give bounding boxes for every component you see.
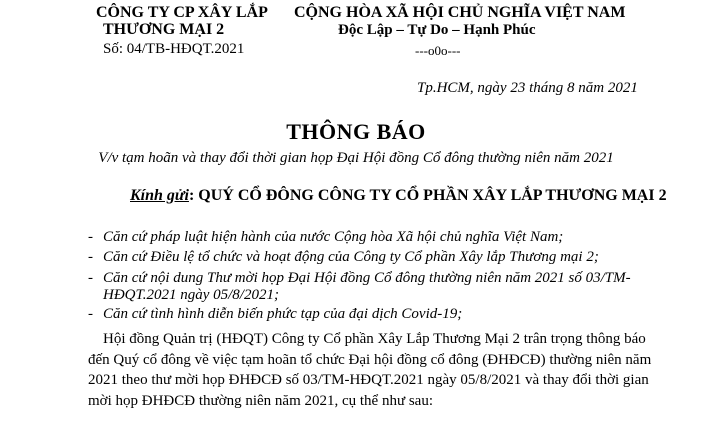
bullet-item: Căn cứ nội dung Thư mời họp Đại Hội đồng Cổ đông thường niên năm 2021 số 03/TM-: [103, 270, 631, 286]
document-subject: V/v tạm hoãn và thay đổi thời gian họp Đại Hội đồng Cổ đông thường niên năm 2021: [98, 150, 614, 166]
paragraph-line: 2021 theo thư mời họp ĐHĐCĐ số 03/TM-HĐQT.2021 ngày 05/8/2021 và thay đổi thời gian: [88, 372, 649, 388]
bullet-item: Căn cứ pháp luật hiện hành của nước Cộng hòa Xã hội chủ nghĩa Việt Nam;: [103, 229, 564, 245]
paragraph-line: đến Quý cổ đông về việc tạm hoãn tổ chức Đại hội đồng cổ đông (ĐHĐCĐ) thường niên năm: [88, 352, 652, 368]
date-line: Tp.HCM, ngày 23 tháng 8 năm 2021: [417, 80, 638, 96]
recipient-lead: Kính gửi: [130, 187, 189, 204]
document-title: THÔNG BÁO: [286, 119, 426, 144]
bullet-marker: -: [88, 306, 93, 322]
national-motto: Độc Lập – Tự Do – Hạnh Phúc: [338, 22, 536, 38]
nation-heading: CỘNG HÒA XÃ HỘI CHỦ NGHĨA VIỆT NAM: [294, 4, 626, 21]
paragraph-line: Hội đồng Quản trị (HĐQT) Công ty Cổ phần Xây Lắp Thương Mại 2 trân trọng thông báo: [103, 331, 646, 347]
paragraph-line: mời họp ĐHĐCĐ thường niên năm 2021, cụ thể như sau:: [88, 393, 434, 409]
recipient-line: [130, 187, 667, 205]
document-number: Số: 04/TB-HĐQT.2021: [103, 41, 245, 57]
bullet-marker: -: [88, 270, 93, 286]
company-name-line1: CÔNG TY CP XÂY LẮP: [96, 4, 268, 21]
bullet-item: Căn cứ Điều lệ tổ chức và hoạt động của Công ty Cổ phần Xây lắp Thương mại 2;: [103, 249, 599, 265]
recipient-colon: :: [188, 187, 195, 204]
recipient-text: QUÝ CỔ ĐÔNG CÔNG TY CỔ PHẦN XÂY LẮP THƯƠNG MẠI 2: [194, 187, 667, 204]
bullet-item-continuation: HĐQT.2021 ngày 05/8/2021;: [103, 287, 279, 303]
bullet-marker: -: [88, 249, 93, 265]
header-separator: ---o0o---: [415, 43, 461, 58]
company-name-line2: THƯƠNG MẠI 2: [103, 21, 225, 38]
bullet-marker: -: [88, 229, 93, 245]
bullet-item: Căn cứ tình hình diễn biến phức tạp của đại dịch Covid-19;: [103, 306, 463, 322]
